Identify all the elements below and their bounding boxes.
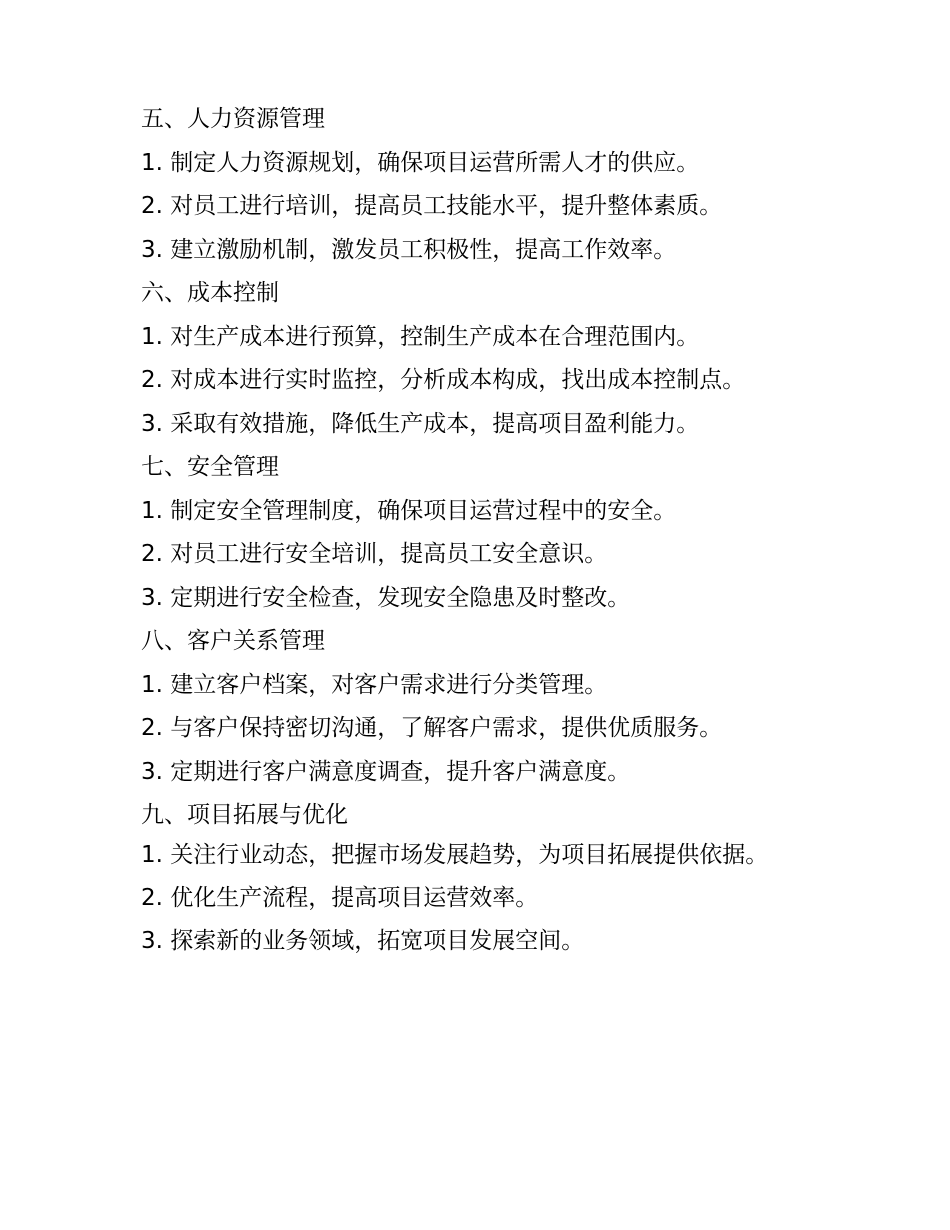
list-item: 3. 探索新的业务领域，拓宽项目发展空间。 <box>141 928 585 954</box>
list-item: 1. 制定安全管理制度，确保项目运营过程中的安全。 <box>141 497 677 524</box>
section-heading-safety: 七、安全管理 <box>141 454 279 480</box>
list-item: 2. 对员工进行培训，提高员工技能水平，提升整体素质。 <box>141 193 723 219</box>
list-item: 3. 建立激励机制，激发员工积极性，提高工作效率。 <box>141 236 677 263</box>
list-item: 2. 与客户保持密切沟通，了解客户需求，提供优质服务。 <box>141 715 723 741</box>
section-heading-expansion: 九、项目拓展与优化 <box>141 802 348 828</box>
document-body <box>141 104 781 970</box>
list-item: 2. 优化生产流程，提高项目运营效率。 <box>141 884 539 911</box>
list-item: 2. 对成本进行实时监控，分析成本构成，找出成本控制点。 <box>141 367 746 393</box>
list-item: 3. 定期进行客户满意度调查，提升客户满意度。 <box>141 758 631 785</box>
section-heading-customer: 八、客户关系管理 <box>141 628 325 654</box>
list-item: 1. 建立客户档案，对客户需求进行分类管理。 <box>141 671 608 698</box>
section-heading-cost: 六、成本控制 <box>141 280 279 306</box>
list-item: 3. 采取有效措施，降低生产成本，提高项目盈利能力。 <box>141 410 700 437</box>
section-heading-hr: 五、人力资源管理 <box>141 106 325 132</box>
list-item: 3. 定期进行安全检查，发现安全隐患及时整改。 <box>141 584 631 611</box>
list-item: 1. 关注行业动态，把握市场发展趋势，为项目拓展提供依据。 <box>141 841 769 868</box>
list-item: 2. 对员工进行安全培训，提高员工安全意识。 <box>141 541 608 567</box>
list-item: 1. 制定人力资源规划，确保项目运营所需人才的供应。 <box>141 149 700 176</box>
list-item: 1. 对生产成本进行预算，控制生产成本在合理范围内。 <box>141 323 700 350</box>
